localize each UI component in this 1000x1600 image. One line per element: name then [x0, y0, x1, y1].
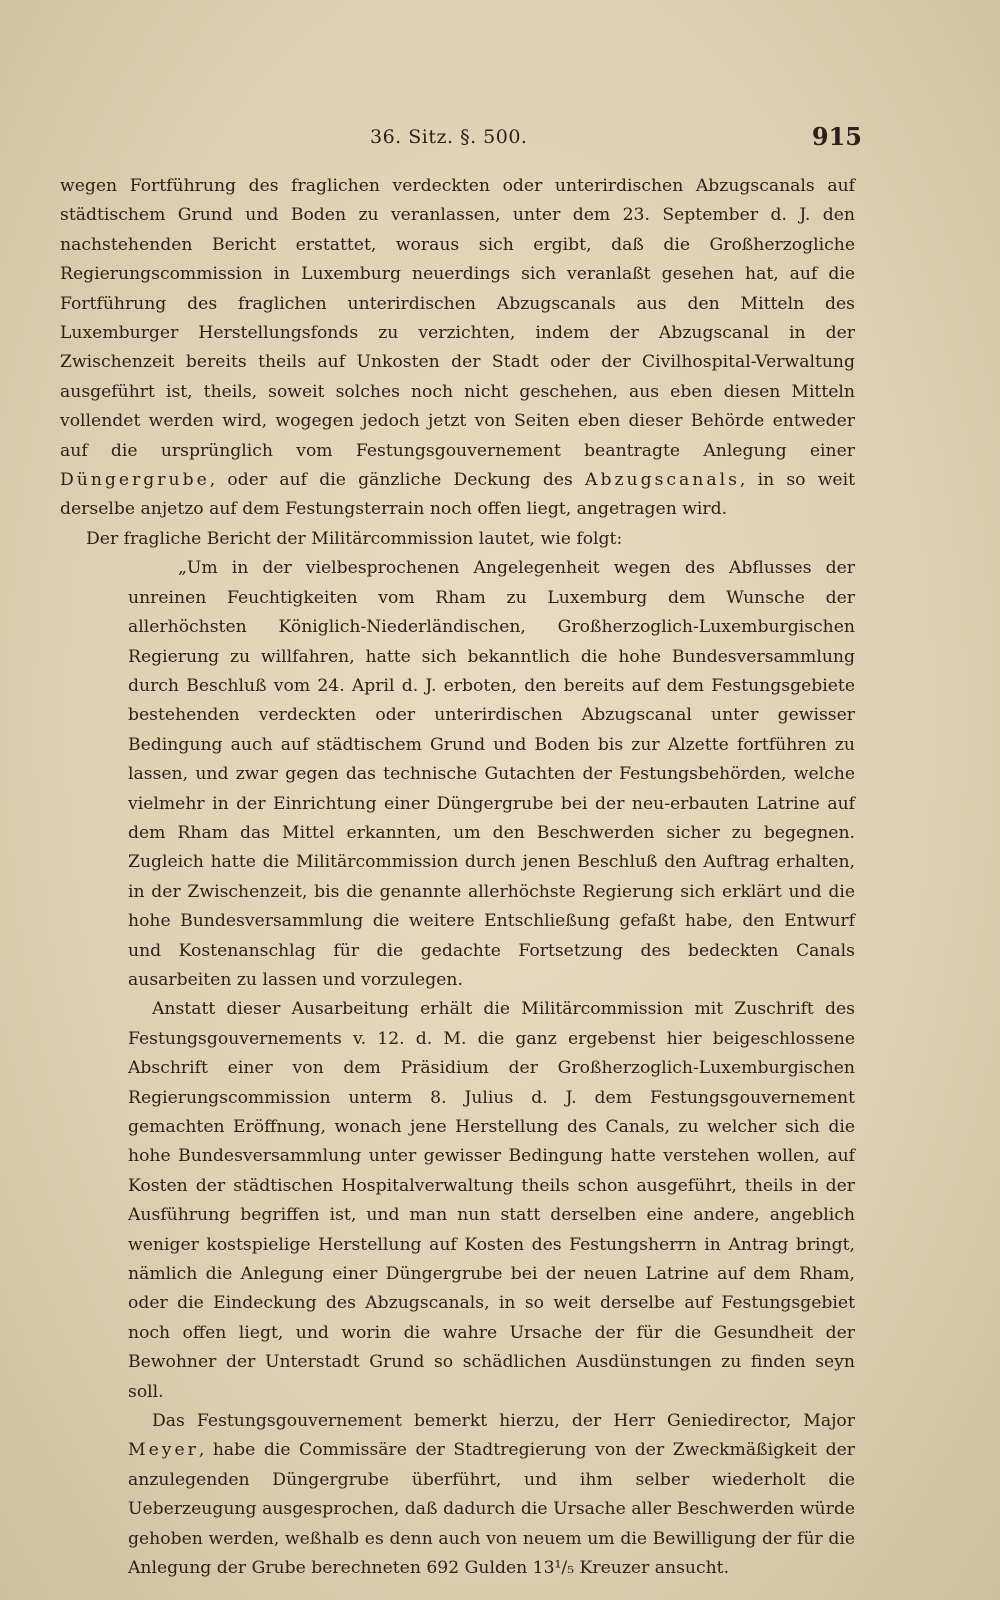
paragraph-1-part-b: , oder auf die gänzliche Deckung des	[209, 470, 586, 491]
paragraph-2: Der fragliche Bericht der Militärcommission lautet, wie folgt:	[86, 528, 623, 549]
emphasis-duengergrube: Düngergrube	[60, 470, 210, 491]
body-text	[60, 172, 855, 1584]
quoted-report	[60, 554, 855, 1583]
emphasis-abzugscanals: Abzugscanals	[585, 470, 740, 491]
emphasis-meyer: Meyer	[128, 1440, 199, 1461]
running-head: 36. Sitz. §. 500.	[370, 126, 528, 148]
quote-paragraph-1: „Um in der vielbesprochenen Angelegenheit wegen des Abflusses der unreinen Feuchtigkeiten vom Rham zu Luxemburg dem Wunsche der allerhöchsten Königlich-Niederländischen, Großherzoglich-Luxemburgischen Regierung zu willfahren, hatte sich bekanntlich die hohe Bundesversammlung durch Beschluß vom 24. April d. J. erboten, den bereits auf dem Festungsgebiete bestehenden verdeckten oder unterirdischen Abzugscanal unter gewisser Bedingung auch auf städtischem Grund und Boden bis zur Alzette fortführen zu lassen, und zwar gegen das technische Gutachten der Festungsbehörden, welche vielmehr in der Einrichtung einer Düngergrube bei der neu-erbauten Latrine auf dem Rham das Mittel erkannten, um den Beschwerden sicher zu begegnen. Zugleich hatte die Militärcommission durch jenen Beschluß den Auftrag erhalten, in der Zwischenzeit, bis die genannte allerhöchste Regierung sich erklärt und die hohe Bundesversammlung die weitere Entschließung gefaßt habe, den Entwurf und Kostenanschlag für die gedachte Fortsetzung des bedeckten Canals ausarbeiten zu lassen und vorzulegen.	[128, 558, 855, 990]
paragraph-1	[60, 172, 855, 525]
quote-paragraph-2: Anstatt dieser Ausarbeitung erhält die Militärcommission mit Zuschrift des Festungsgouvernements v. 12. d. M. die ganz ergebenst hier beigeschlossene Abschrift einer von dem Präsidium der Großherzoglich-Luxemburgischen Regierungscommission unterm 8. Julius d. J. dem Festungsgouvernement gemachten Eröffnung, wonach jene Herstellung des Canals, zu welcher sich die hohe Bundesversammlung unter gewisser Bedingung hatte verstehen wollen, auf Kosten der städtischen Hospitalverwaltung theils schon ausgeführt, theils in der Ausführung begriffen ist, und man nun statt derselben eine andere, angeblich weniger kostspielige Herstellung auf Kosten des Festungsherrn in Antrag bringt, nämlich die Anlegung einer Düngergrube bei der neuen Latrine auf dem Rham, oder die Eindeckung des Abzugscanals, in so weit derselbe auf Festungsgebiet noch offen liegt, und worin die wahre Ursache der für die Gesundheit der Bewohner der Unterstadt Grund so schädlichen Ausdünstungen zu finden seyn soll.	[128, 999, 855, 1402]
page-header	[60, 122, 860, 162]
quote-paragraph-3	[128, 1407, 855, 1583]
page-number: 915	[811, 122, 862, 151]
quote-paragraph-3-part-b: , habe die Commissäre der Stadtregierung von der Zweckmäßigkeit der anzulegenden Düngergrube überführt, und ihm selber wiederholt die Ueberzeugung ausgesprochen, daß dadurch die Ursache aller Beschwerden würde gehoben werden, weßhalb es denn auch von neuem um die Bewilligung der für die Anlegung der Grube berechneten 692 Gulden 13	[128, 1440, 855, 1579]
quote-paragraph-3-part-a: Das Festungsgouvernement bemerkt hierzu, der Herr Geniedirector, Major	[152, 1411, 855, 1432]
paragraph-1-part-a: wegen Fortführung des fraglichen verdeckten oder unterirdischen Abzugscanals auf städtischem Grund und Boden zu veranlassen, unter dem 23. September d. J. den nachstehenden Bericht erstattet, woraus sich ergibt, daß die Großherzogliche Regierungscommission in Luxemburg neuerdings sich veranlaßt gesehen hat, auf die Fortführung des fraglichen unterirdischen Abzugscanals aus den Mitteln des Luxemburger Herstellungsfonds zu verzichten, indem der Abzugscanal in der Zwischenzeit bereits theils auf Unkosten der Stadt oder der Civilhospital-Verwaltung ausgeführt ist, theils, soweit solches noch nicht geschehen, aus eben diesen Mitteln vollendet werden wird, wogegen jedoch jetzt von Seiten eben dieser Behörde entweder auf die ursprünglich vom Festungsgouvernement beantragte Anlegung einer	[60, 176, 855, 461]
quote-paragraph-3-part-c: Kreuzer ansucht.	[574, 1558, 730, 1579]
paragraph-1-part-c: , in so weit derselbe anjetzo auf dem Festungsterrain noch offen liegt, angetragen wird.	[60, 470, 855, 520]
fraction: ¹/₅	[554, 1558, 575, 1579]
